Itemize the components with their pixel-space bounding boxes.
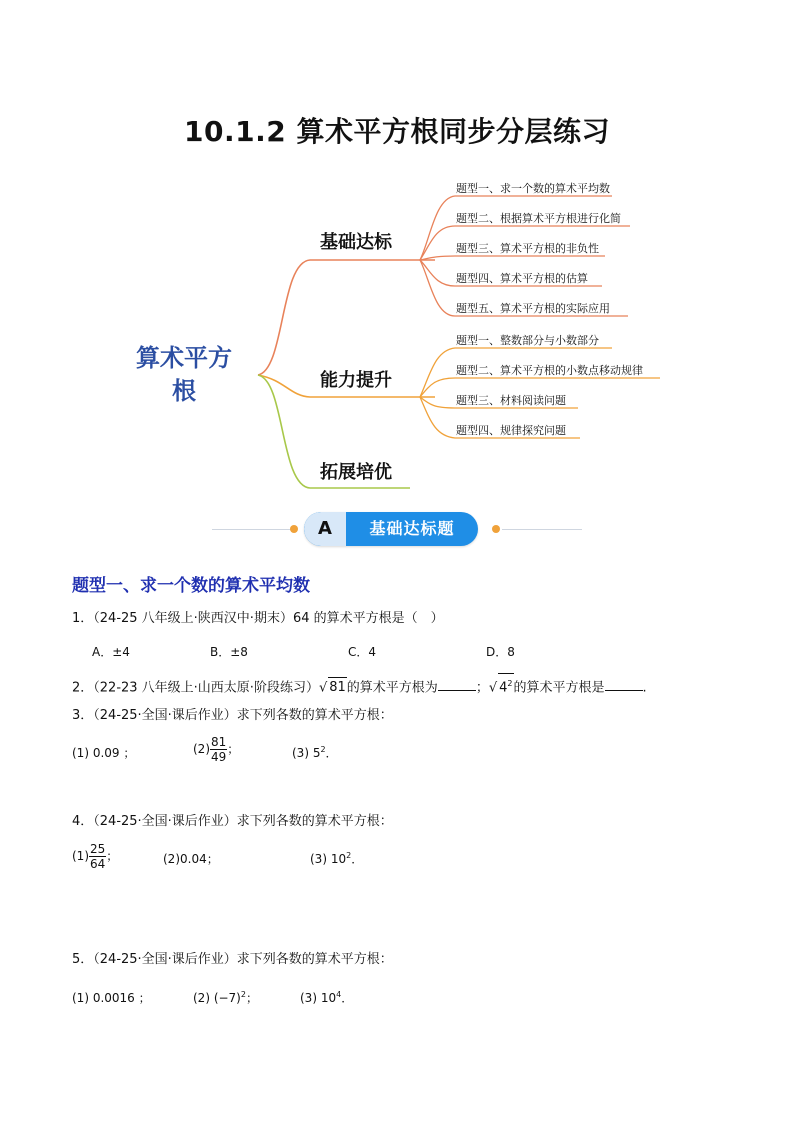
mind-map bbox=[0, 170, 794, 500]
q2-blank-1[interactable] bbox=[438, 678, 476, 691]
banner-line-right bbox=[502, 529, 582, 530]
q5-part-3-end: ． bbox=[341, 991, 354, 1005]
q4-part-1-label: (1) bbox=[72, 849, 89, 863]
question-5: 5．（24-25·全国·课后作业）求下列各数的算术平方根： bbox=[72, 952, 393, 967]
q2-blank-2[interactable] bbox=[605, 678, 643, 691]
mind-map-lines bbox=[0, 170, 794, 500]
banner-dot-left bbox=[290, 525, 298, 533]
q4-part-1-end: ； bbox=[106, 849, 119, 863]
q4-part-3-base: (3) 10 bbox=[310, 852, 347, 866]
question-3: 3．（24-25·全国·课后作业）求下列各数的算术平方根： bbox=[72, 708, 393, 723]
q2-mid: 的算术平方根为 bbox=[346, 680, 438, 696]
section-heading: 题型一、求一个数的算术平均数 bbox=[72, 576, 310, 596]
question-4: 4．（24-25·全国·课后作业）求下列各数的算术平方根： bbox=[72, 814, 393, 829]
q5-part-2-base: (2) (−7) bbox=[193, 991, 241, 1005]
q3-part-3-base: (3) 5 bbox=[292, 746, 321, 760]
q3-fraction bbox=[210, 735, 227, 764]
sqrt-icon: √ bbox=[318, 680, 328, 696]
q2-radicand-1: 81 bbox=[328, 677, 347, 698]
q3-part-3-exp: 2 bbox=[320, 745, 326, 754]
q2-radicand-2 bbox=[498, 673, 513, 698]
root-line-1: 算术平方 bbox=[136, 344, 232, 372]
page-title: 10.1.2 算术平方根同步分层练习 bbox=[184, 115, 610, 148]
q3-denominator: 49 bbox=[211, 750, 227, 764]
banner-pill bbox=[304, 512, 478, 546]
q1-option-a: A．±4 bbox=[92, 645, 130, 659]
section-banner bbox=[0, 510, 794, 548]
q4-part-1 bbox=[72, 842, 118, 871]
question-2 bbox=[72, 673, 647, 698]
q5-part-2-exp: 2 bbox=[240, 990, 246, 999]
q3-part-2 bbox=[193, 735, 239, 764]
q3-part-1: (1) 0.09 ； bbox=[72, 746, 136, 760]
q3-part-2-end: ； bbox=[227, 742, 240, 756]
leaf-ability-4: 题型四、规律探究问题 bbox=[456, 424, 566, 437]
q2-sep: ； bbox=[475, 680, 489, 696]
leaf-ability-3: 题型三、材料阅读问题 bbox=[456, 394, 566, 407]
root-line-2: 根 bbox=[172, 377, 196, 405]
q4-numerator: 25 bbox=[90, 842, 106, 856]
sqrt-icon: √ bbox=[488, 680, 498, 696]
question-1: 1．（24-25 八年级上·陕西汉中·期末）64 的算术平方根是（ ） bbox=[72, 611, 444, 626]
q5-part-3-exp: 4 bbox=[336, 990, 342, 999]
q2-end: . bbox=[642, 680, 647, 696]
mind-map-root bbox=[128, 342, 240, 408]
branch-extend: 拓展培优 bbox=[320, 462, 392, 483]
q1-option-d: D．8 bbox=[486, 645, 515, 659]
q5-part-3-base: (3) 10 bbox=[300, 991, 337, 1005]
q5-part-2-end: ； bbox=[245, 991, 258, 1005]
banner-line-left bbox=[212, 529, 292, 530]
q3-part-3 bbox=[292, 744, 338, 761]
leaf-basic-2: 题型二、根据算术平方根进行化简 bbox=[456, 212, 621, 225]
q2-prefix: 2．（22-23 八年级上·山西太原·阶段练习） bbox=[72, 680, 319, 696]
q4-fraction bbox=[89, 842, 106, 871]
leaf-basic-5: 题型五、算术平方根的实际应用 bbox=[456, 302, 610, 315]
banner-letter: A bbox=[304, 512, 346, 546]
q2-radicand-2-exp: 2 bbox=[507, 679, 513, 688]
q4-part-2: (2)0.04； bbox=[163, 852, 219, 866]
branch-ability: 能力提升 bbox=[320, 370, 392, 391]
q3-part-2-label: (2) bbox=[193, 742, 210, 756]
q3-part-3-end: ． bbox=[325, 746, 338, 760]
q2-radicand-2-base: 4 bbox=[499, 680, 508, 696]
banner-dot-right bbox=[492, 525, 500, 533]
leaf-basic-3: 题型三、算术平方根的非负性 bbox=[456, 242, 599, 255]
branch-basic: 基础达标 bbox=[320, 232, 392, 253]
q4-denominator: 64 bbox=[90, 857, 106, 871]
q2-suffix: 的算术平方根是 bbox=[513, 680, 605, 696]
q1-option-c: C．4 bbox=[348, 645, 377, 659]
q4-part-3 bbox=[310, 850, 363, 867]
q4-part-3-exp: 2 bbox=[346, 851, 352, 860]
q5-part-3 bbox=[300, 989, 353, 1006]
leaf-ability-1: 题型一、整数部分与小数部分 bbox=[456, 334, 599, 347]
banner-label: 基础达标题 bbox=[369, 519, 455, 538]
q1-option-b: B．±8 bbox=[210, 645, 248, 659]
leaf-basic-4: 题型四、算术平方根的估算 bbox=[456, 272, 588, 285]
q4-part-3-end: ． bbox=[351, 852, 364, 866]
leaf-ability-2: 题型二、算术平方根的小数点移动规律 bbox=[456, 364, 643, 377]
q5-part-2 bbox=[193, 989, 258, 1006]
leaf-basic-1: 题型一、求一个数的算术平均数 bbox=[456, 182, 610, 195]
q5-part-1: (1) 0.0016 ； bbox=[72, 991, 151, 1005]
q3-numerator: 81 bbox=[211, 735, 227, 749]
